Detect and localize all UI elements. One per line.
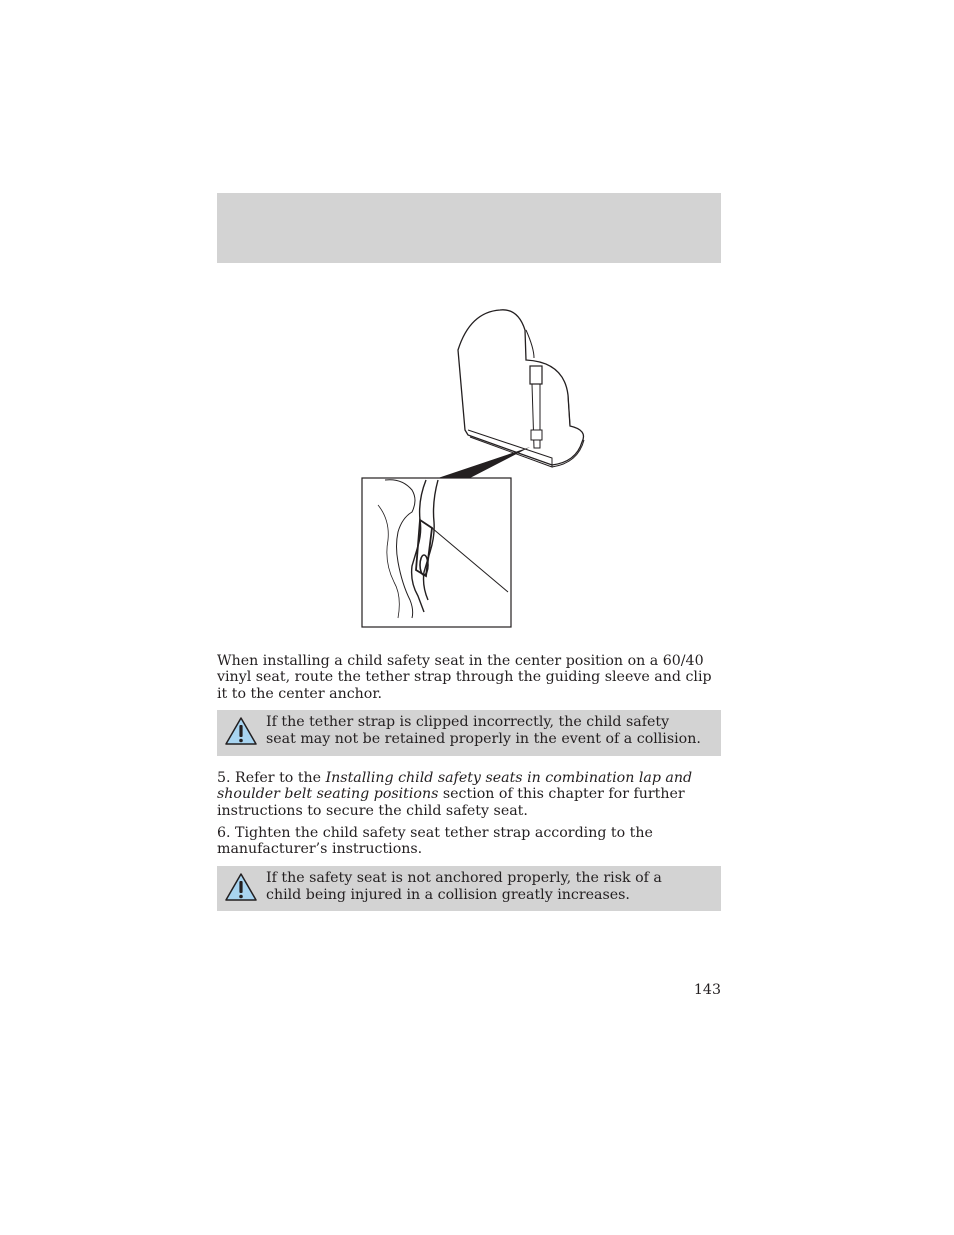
step-5-suffix: section of this chapter for further instructions to secure the child safety seat.: [217, 786, 685, 819]
step-6-paragraph: 6. Tighten the child safety seat tether strap according to the manufacturer’s instructions.: [217, 825, 653, 858]
warning-text-anchor: If the safety seat is not anchored properly, the risk of a child being injured in a collision greatly increases.: [266, 870, 662, 903]
intro-paragraph: When installing a child safety seat in the center position on a 60/40 vinyl seat, route the tether strap through the guiding sleeve and clip it to the center anchor.: [217, 653, 712, 702]
page-number: 143: [693, 982, 721, 998]
warning-triangle-icon: [225, 872, 257, 902]
warning-box-anchor: [217, 866, 721, 911]
step-5-prefix: 5. Refer to the: [217, 770, 326, 786]
warning-text-tether: If the tether strap is clipped incorrectly, the child safety seat may not be retained properly in the event of a collision.: [266, 714, 701, 747]
step-5-paragraph: [217, 770, 721, 819]
seat-tether-illustration: [340, 300, 600, 640]
warning-box-tether: [217, 710, 721, 756]
warning-triangle-icon: [225, 716, 257, 746]
section-header-band: [217, 193, 721, 263]
step-5-section-reference: Installing child safety seats in combination lap and shoulder belt seating positions: [217, 770, 693, 803]
